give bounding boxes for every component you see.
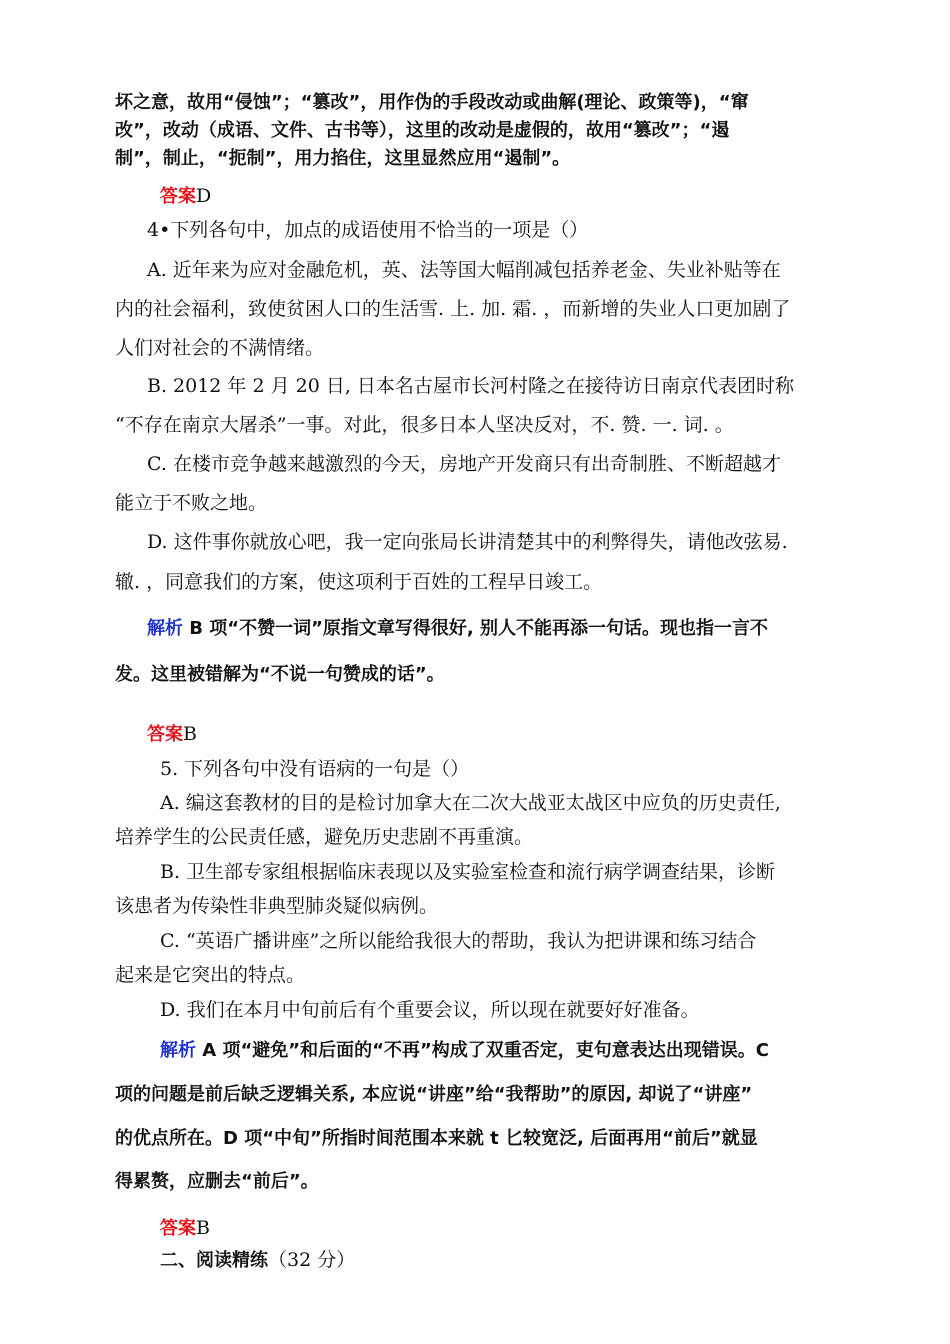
option-d: D. 我们在本月中旬前后有个重要会议，所以现在就要好好准备。: [160, 999, 700, 1021]
explanation-line: 改”，改动（成语、文件、古书等），这里的改动是虚假的，故用“篡改”；“遏: [115, 120, 730, 141]
analysis-line: 的优点所在。D 项“中旬”所指时间范围本来就 t 匕较宽泛, 后面再用“前后”就显: [115, 1128, 758, 1149]
option-a-cont: 内的社会福利，致使贫困人口的生活雪. 上. 加. 霜. ，而新增的失业人口更加剧了: [115, 298, 791, 320]
option-d-cont: 辙. ，同意我们的方案，使这项利于百姓的工程早日竣工。: [115, 571, 603, 593]
analysis-line: [147, 617, 768, 641]
option-b: B. 2012 年 2 月 20 日, 日本名古屋市长河村隆之在接待访日南京代表团时称: [147, 375, 794, 397]
question-stem: 5. 下列各句中没有语病的一句是（）: [160, 758, 470, 780]
analysis-line: 发。这里被错解为“不说一句赞成的话”。: [115, 664, 445, 685]
option-a: A. 编这套教材的目的是检讨加拿大在二次大战亚太战区中应负的历史责任,: [160, 792, 781, 814]
answer-label: 答案: [160, 186, 196, 207]
analysis-label: 解析: [147, 618, 183, 639]
option-a-cont: 培养学生的公民责任感，避免历史悲剧不再重演。: [115, 826, 534, 848]
answer-value: D: [196, 185, 212, 207]
explanation-line: 制”，制止，“扼制”，用力掐住，这里显然应用“遏制”。: [115, 148, 571, 169]
answer-label: 答案: [160, 1218, 196, 1239]
answer-value: B: [196, 1217, 210, 1239]
option-c: C. 在楼市竞争越来越激烈的今天，房地产开发商只有出奇制胜、不断超越才: [147, 453, 781, 475]
analysis-line: 项的问题是前后缺乏逻辑关系, 本应说“讲座”给“我帮助”的原因, 却说了“讲座”: [115, 1084, 753, 1105]
section-title: 二、阅读精练: [160, 1250, 268, 1271]
section-heading: [160, 1248, 355, 1273]
analysis-line: [160, 1039, 769, 1063]
option-c-cont: 能立于不败之地。: [115, 492, 268, 514]
answer-label: 答案: [147, 724, 183, 745]
option-c: C. “英语广播讲座”之所以能给我很大的帮助，我认为把讲课和练习结合: [160, 930, 757, 952]
answer-line: [160, 184, 211, 209]
option-a-cont: 人们对社会的不满情绪。: [115, 337, 325, 359]
option-d: D. 这件事你就放心吧，我一定向张局长讲清楚其中的利弊得失，请他改弦易.: [147, 531, 788, 553]
option-b: B. 卫生部专家组根据临床表现以及实验室检查和流行病学调查结果，诊断: [160, 861, 776, 883]
option-b-cont: “不存在南京大屠杀”一事。对此，很多日本人坚决反对，不. 赞. 一. 词. 。: [115, 414, 734, 436]
answer-value: B: [183, 723, 197, 745]
section-score: （32 分）: [268, 1249, 356, 1271]
option-b-cont: 该患者为传染性非典型肺炎疑似病例。: [115, 895, 439, 917]
analysis-text: B 项“不赞一词”原指文章写得很好, 别人不能再添一句话。现也指一言不: [183, 618, 769, 639]
answer-line: [160, 1216, 210, 1241]
explanation-line: 坏之意，故用“侵蚀”；“篡改”，用作伪的手段改动或曲解(理论、政策等)，“窜: [115, 92, 749, 113]
analysis-line: 得累赘，应删去“前后”。: [115, 1171, 319, 1192]
option-a: A. 近年来为应对金融危机，英、法等国大幅削减包括养老金、失业补贴等在: [147, 259, 781, 281]
analysis-text: A 项“避免”和后面的“不再”构成了双重否定，吏句意表达出现错误。C: [196, 1040, 769, 1061]
question-stem: 4•下列各句中，加点的成语使用不恰当的一项是（）: [147, 219, 589, 241]
analysis-label: 解析: [160, 1040, 196, 1061]
answer-line: [147, 722, 197, 747]
option-c-cont: 起来是它突出的特点。: [115, 964, 306, 986]
